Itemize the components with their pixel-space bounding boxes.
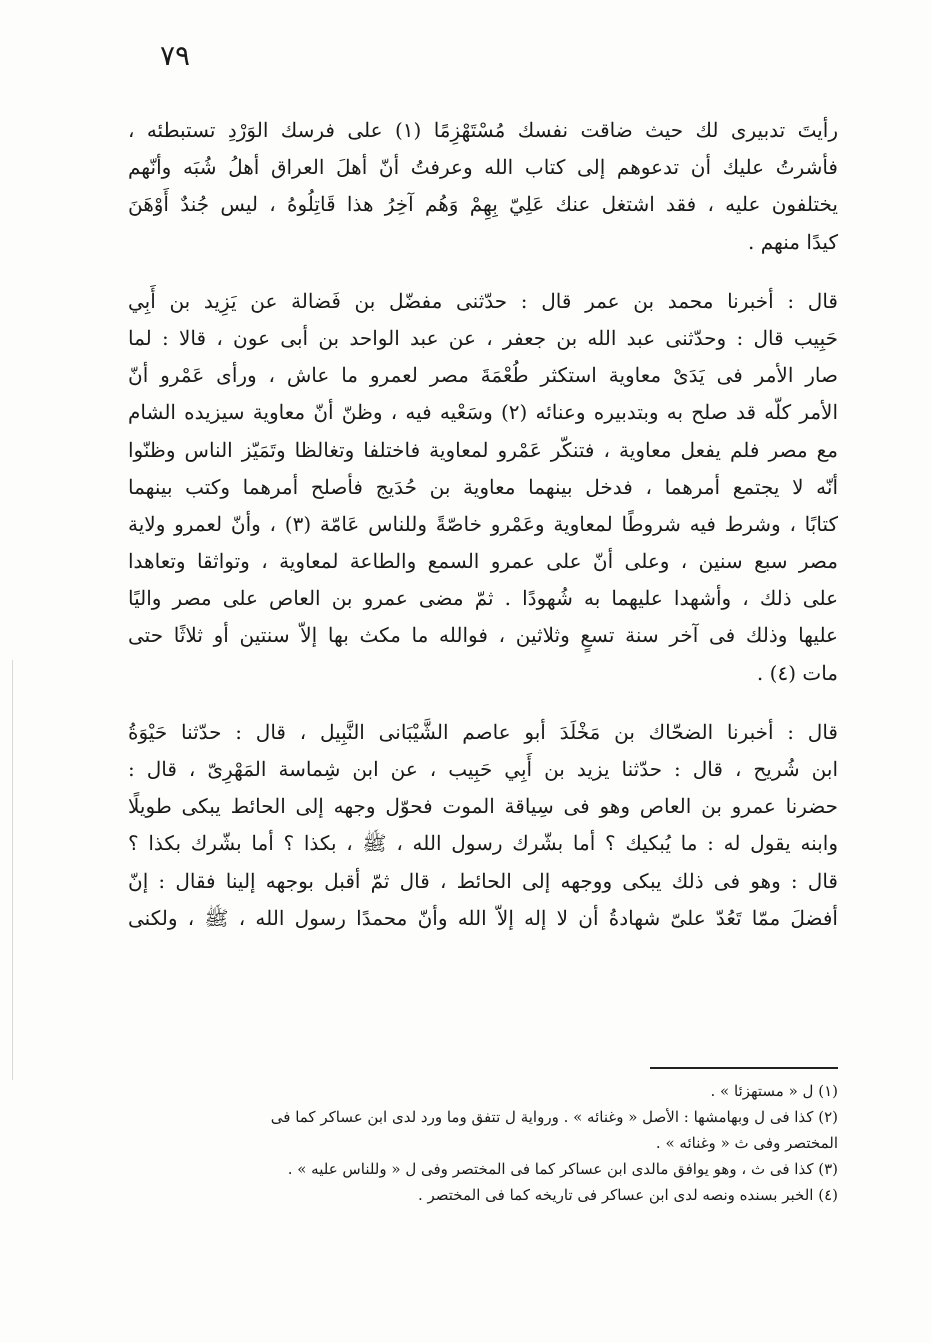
footnote: (٤) الخبر بسنده ونصه لدى ابن عساكر فى تاريخه كما فى المختصر . — [417, 1186, 838, 1204]
text-line: على ذلك ، وأشهدا عليهما به شُهودًا . ثمّ مضى عمرو بن العاص على مصر واليًا — [128, 586, 838, 611]
text-line: مصر سبع سنين ، وعلى أنّ على عمرو السمع والطاعة لمعاوية ، وتواثقا وتعاهدا — [128, 549, 838, 574]
footnote: (٢) كذا فى ل وبهامشها : الأصل « وغنائه » . ورواية ل تتفق وما ورد لدى ابن عساكر كما فى — [270, 1108, 838, 1126]
footnote-continuation: المختصر وفى ث « وغنائه » . — [655, 1134, 838, 1152]
text-line: قال : وهو فى ذلك يبكى ووجهه إلى الحائط ، قال ثمّ أقبل بوجهه إلينا فقال : إنّ — [128, 868, 838, 893]
footnotes — [128, 1078, 838, 1208]
text-line: حضرنا عمرو بن العاص وهو فى سِياقة الموت فحوّل وجهه إلى الحائط يبكى طويلًا — [128, 794, 838, 819]
footnote: (٣) كذا فى ث ، وهو يوافق مالدى ابن عساكر كما فى المختصر وفى ل « وللناس عليه » . — [287, 1160, 838, 1178]
text-line: أنّه لا يجتمع أمرهما ، فدخل بينهما معاوية بن حُدَيج فأصلح أمرهما وكتب بينهما — [128, 474, 838, 499]
text-line: كتابًا ، وشرط فيه شروطًا لمعاوية وعَمْرو خاصّةً وللناس عَامّة (٣) ، وأنّ لعمرو ولاية — [128, 511, 838, 536]
paragraph — [128, 283, 838, 692]
text-line: يختلفون عليه ، فقد اشتغل عنك عَلِيّ بِهِمْ وَهُم آخِرُ هذا قَاتِلُوهُ ، ليس جُندٌ أَوْهَنَ — [128, 192, 838, 217]
text-line: مع مصر فلم يفعل معاوية ، فتنكّر عَمْرو لمعاوية فاختلفا وتغالظا وتَمَيّز الناس وظنّوا — [128, 437, 838, 462]
footnote: (١) ل « مستهزئا » . — [710, 1082, 838, 1100]
text-line: الأمر كلّه قد صلح به وبتدبيره وعنائه (٢) وسَعْيه فيه ، وظنّ أنّ معاوية سيزيده الشام — [128, 400, 839, 425]
text-line: عليها وذلك فى آخر سنة تسعٍ وثلاثين ، فوالله ما مكث بها إلاّ سنتين أو ثلاثًا حتى — [128, 623, 838, 648]
body-text — [128, 112, 838, 937]
text-line: قال : أخبرنا محمد بن عمر قال : حدّثنى مفضّل بن فَضالة عن يَزِيد بن أَبِي — [128, 288, 838, 313]
text-line: أفضلَ ممّا تَعُدّ علىّ شهادةُ أن لا إله إلاّ الله وأنّ محمدًا رسول الله ، ﷺ ، ولكنى — [128, 905, 838, 930]
paragraph — [128, 714, 838, 937]
text-line: فأشرتُ عليك أن تدعوهم إلى كتاب الله وعرفتُ أنّ أهلَ العراق أهلُ شُبَه وأنّهم — [128, 155, 838, 180]
text-line: صار الأمر فى يَدَىْ معاوية استكثر طُعْمَةَ مصر لعمرو ما عاش ، ورأى عَمْرو أنّ — [128, 363, 838, 388]
page-number: ٧٩ — [159, 39, 191, 72]
text-line: وابنه يقول له : ما يُبكيك ؟ أما بشّرك رسول الله ، ﷺ ، بكذا ؟ أما بشّرك بكذا ؟ — [128, 831, 838, 856]
text-line: كيدًا منهم . — [748, 229, 838, 254]
paragraph — [128, 112, 838, 261]
text-line: مات (٤) . — [756, 660, 838, 685]
text-line: قال : أخبرنا الضحّاك بن مَخْلَدَ أبو عاصم الشَّيْبَانى النَّبِيل ، قال : حدّثنا حَيْوَةُ — [128, 719, 838, 744]
footnote-separator — [650, 1067, 838, 1069]
text-line: حَبِيب قال : وحدّثنى عبد الله بن جعفر ، عن عبد الواحد بن أبى عون ، قالا : لما — [128, 325, 838, 350]
text-line: ابن شُريح ، قال : حدّثنا يزيد بن أَبِي حَبِيب ، عن ابن شِماسة المَهْرِىّ ، قال : — [128, 757, 838, 781]
text-line: رأيتَ تدبيرى لك حيث ضاقت نفسك مُسْتَهْزِمًا (١) على فرسك الوَرْدِ تستبطئه ، — [128, 118, 839, 142]
page-edge-shadow — [12, 660, 13, 1080]
